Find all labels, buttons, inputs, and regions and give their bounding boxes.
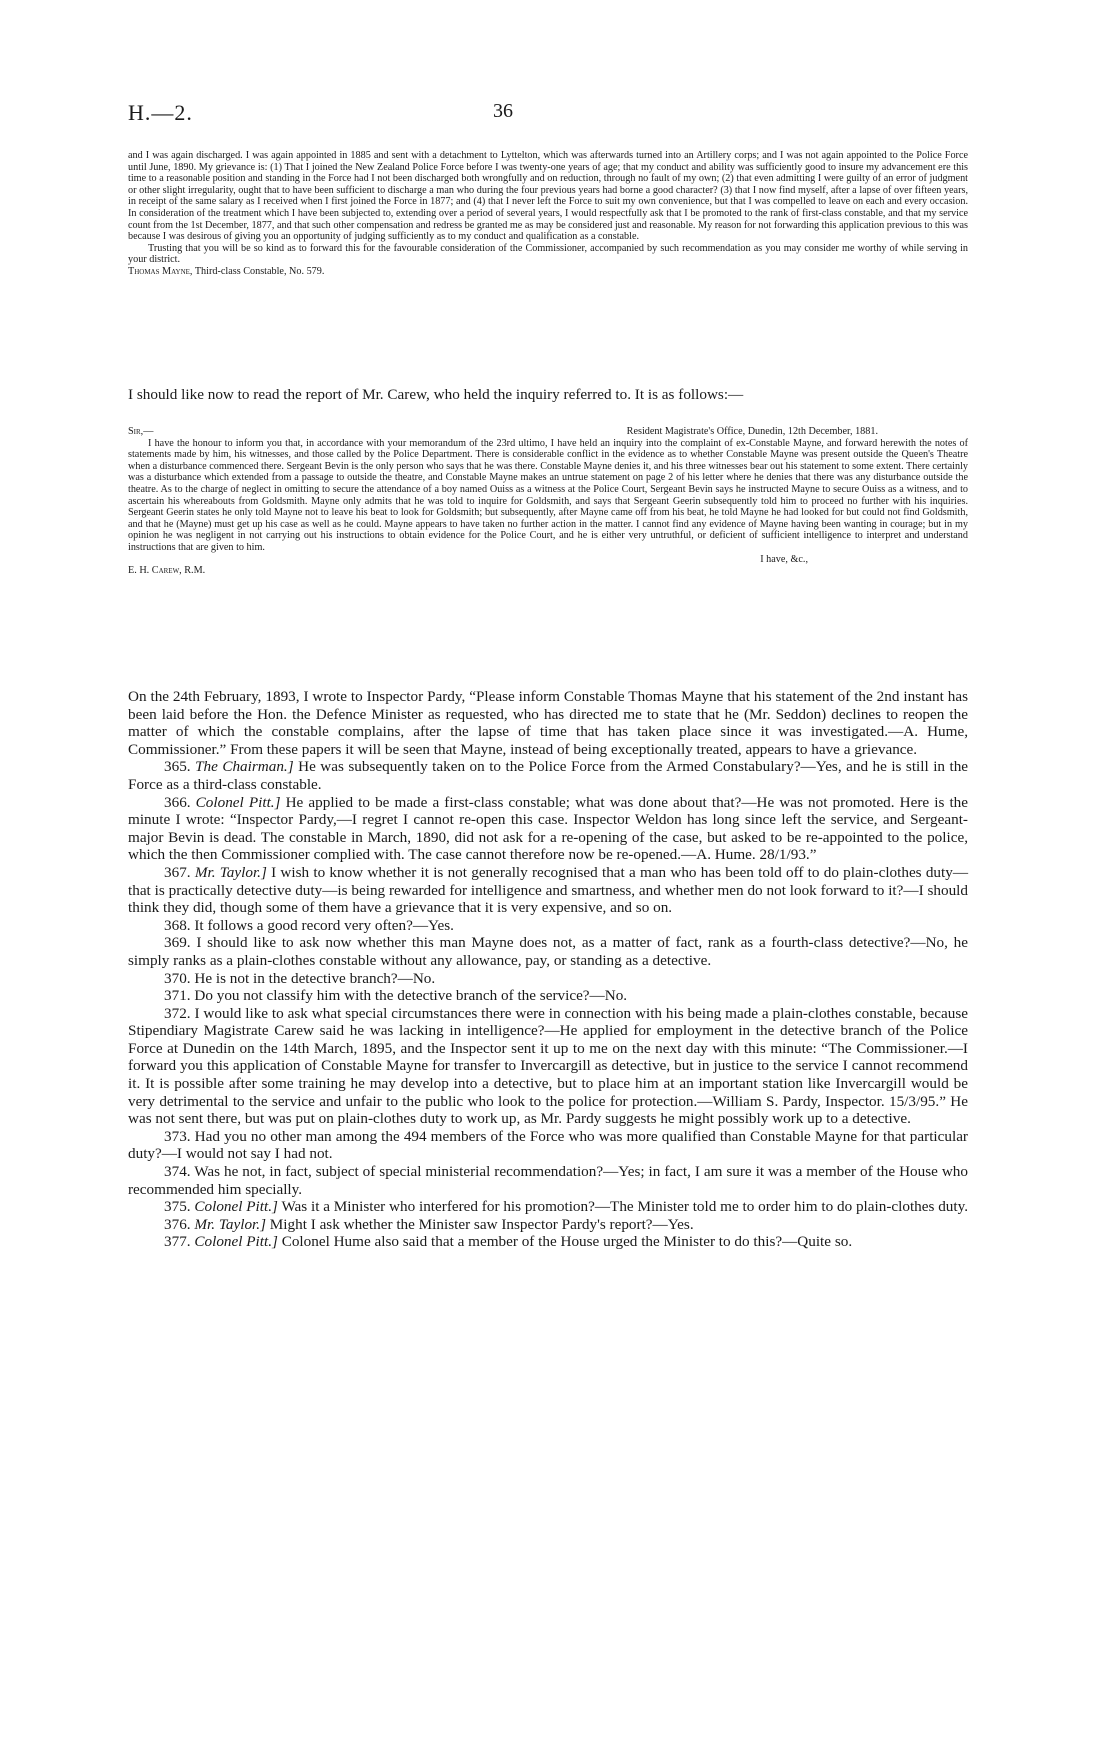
report-salutation: Sir,— (128, 426, 154, 437)
question-number: 375. (164, 1198, 191, 1216)
question-text: Had you no other man among the 494 members of the Force who was more qualified than Constable Mayne for that particular duty?—I would not say I had not. (128, 1127, 968, 1163)
question-number: 366. (164, 793, 191, 811)
question-372 (128, 1005, 968, 1128)
question-number: 372. (164, 1004, 191, 1022)
question-text: He applied to be made a first-class constable; what was done about that?—He was not promoted. Here is the minute I wrote: “Inspector Pardy,—I regret I cannot re-open this case. Inspector Weldon has long since left the service, and Sergeant-major Bevin is dead. The constable in March, 1890, did not ask for a re-opening of the case, but asked to be re-appointed to the police, which the then Commissioner complied with. The case cannot therefore now be re-opened.—A. Hume. 28/1/93.” (128, 793, 969, 864)
question-text: I should like to ask now whether this man Mayne does not, as a matter of fact, rank as a fourth-class detective?—No, he simply ranks as a plain-clothes constable without any allowance, pay, or standing as a detective. (128, 934, 969, 969)
paragraph-text: On the 24th February, 1893, I wrote to Inspector Pardy, “Please inform Constable Thomas Mayne that his statement of the 2nd instant has been laid before the Hon. the Defence Minister as requested, who has directed me to state that he (Mr. Seddon) declines to reopen the matter of which the constable complains, after the lapse of time that has taken place since it was investigated.—A. Hume, Commissioner.” From these papers it will be seen that Mayne, instead of being exceptionally treated, appears to have a grievance. (128, 688, 968, 758)
letter-closing: Trusting that you will be so kind as to forward this for the favourable consideration of the Commissioner, accompanied by such recommendation as you may consider me worthy of while serving in your district. (128, 242, 968, 266)
question-text: I wish to know whether it is not generally recognised that a man who has been told off to do plain-clothes duty—that is practically detective duty—is being rewarded for intelligence and smartness, and whether men do not look forward to it?—I should think they did, though some of them have a grievance that it is very expensive, and so on. (128, 863, 969, 917)
question-373 (128, 1128, 968, 1163)
question-number: 371. (164, 987, 191, 1005)
speaker: The Chairman.] (195, 758, 294, 776)
question-369 (128, 934, 968, 969)
question-number: 376. (164, 1215, 191, 1233)
signature-name: Thomas Mayne (128, 265, 190, 277)
speaker: Mr. Taylor.] (194, 1215, 266, 1233)
speaker: Colonel Pitt.] (195, 793, 281, 811)
question-text: He was subsequently taken on to the Police Force from the Armed Constabulary?—Yes, and he is still in the Force as a third-class constable. (128, 758, 969, 793)
page-number: 36 (493, 100, 513, 122)
speaker: Colonel Pitt.] (194, 1198, 278, 1216)
signature-rank: , Third-class Constable, No. 579. (189, 265, 325, 277)
intro-paragraph (128, 386, 968, 404)
intro-text: I should like now to read the report of Mr. Carew, who held the inquiry referred to. It is as follows:— (128, 386, 744, 403)
question-365 (128, 758, 968, 793)
paragraph-pardy-letter (128, 688, 968, 758)
letter-signature (128, 266, 968, 278)
question-number: 367. (164, 863, 191, 881)
question-376 (128, 1216, 968, 1234)
question-text: Might I ask whether the Minister saw Inspector Pardy's report?—Yes. (269, 1215, 694, 1233)
speaker: Mr. Taylor.] (194, 863, 267, 881)
question-number: 377. (164, 1233, 191, 1251)
question-370 (128, 970, 968, 988)
question-text: Was it a Minister who interfered for his promotion?—The Minister told me to order him to do plain-clothes duty. (281, 1198, 969, 1216)
question-text: Was he not, in fact, subject of special ministerial recommendation?—Yes; in fact, I am sure it was a member of the House who recommended him specially. (128, 1163, 968, 1198)
question-375 (128, 1198, 968, 1216)
report-close: I have, &c., (760, 553, 808, 565)
question-368 (128, 917, 968, 935)
report-address: Resident Magistrate's Office, Dunedin, 12th December, 1881. (626, 426, 878, 437)
question-number: 373. (164, 1127, 191, 1145)
question-number: 369. (164, 934, 191, 952)
report-signature: E. H. Carew, R.M. (128, 565, 206, 577)
letter-excerpt (128, 150, 968, 278)
question-number: 374. (164, 1163, 191, 1181)
question-number: 368. (164, 916, 191, 934)
question-366 (128, 794, 968, 864)
question-number: 370. (164, 969, 191, 987)
report-heading (128, 426, 968, 438)
question-text: I would like to ask what special circumstances there were in connection with his being made a plain-clothes constable, because Stipendiary Magistrate Carew said he was lacking in intelligence?—He applied for employment in the detective branch of the Police Force at Dunedin on the 14th March, 1895, and the Inspector sent it up to me on the next day with this minute: “The Commissioner.—I forward you this application of Constable Mayne for transfer to Invercargill as detective, but in justice to the service I cannot recommend it. It is possible after some training he may develop into a detective, but to place him at an important station like Invercargill would be very detrimental to the service and unfair to the public who look to the police for protection.—William S. Pardy, Inspector. 15/3/95.” He was not sent there, but was put on plain-clothes duty to work up, as Mr. Pardy suggests he might possibly work up to a detective. (128, 1004, 968, 1128)
page-header (128, 100, 968, 130)
letter-body: and I was again discharged. I was again appointed in 1885 and sent with a detachment to Lyttelton, which was afterwards turned into an Artillery corps; and I was not again appointed to the Police Force until June, 1890. My grievance is: (1) That I joined the New Zealand Police Force before I was twenty-one years of age; that my conduct and ability was sufficiently good to insure my advancement ere this time to a reasonable position and standing in the Force had I not been discharged both wrongfully and on reduction, through no fault of my own; (2) that even admitting I were guilty of an error of judgment or other slight irregularity, ought that to have been sufficient to discharge a man who during the four previous years had borne a good character? (3) that I now find myself, after a lapse of over fifteen years, in receipt of the same salary as I received when I first joined the Force in 1877; and (4) that I never left the Force to suit my own convenience, but that I was compelled to leave on each and every occasion. In consideration of the treatment which I have been subjected to, extending over a period of several years, I would respectfully ask that I be promoted to the rank of first-class constable, and that my service count from the 1st December, 1877, and that such other compensation and redress be granted me as may be considered just and reasonable. My reason for not forwarding this application previous to this was because I was desirous of giving you an opportunity of judging sufficiently as to my conduct and qualification as a constable. (128, 150, 968, 243)
question-text: It follows a good record very often?—Yes. (194, 916, 454, 934)
question-377 (128, 1233, 968, 1251)
question-text: Colonel Hume also said that a member of the House urged the Minister to do this?—Quite so. (281, 1233, 853, 1251)
question-number: 365. (164, 758, 191, 776)
question-371 (128, 987, 968, 1005)
question-374 (128, 1163, 968, 1198)
carew-report (128, 426, 968, 577)
question-text: Do you not classify him with the detective branch of the service?—No. (194, 987, 628, 1005)
question-367 (128, 864, 968, 917)
evidence-paragraphs (128, 688, 968, 1251)
speaker: Colonel Pitt.] (194, 1233, 278, 1251)
report-body: I have the honour to inform you that, in accordance with your memorandum of the 23rd ultimo, I have held an inquiry into the complaint of ex-Constable Mayne, and forward herewith the notes of statements made by him, his witnesses, and those called by the Police Department. There is considerable conflict in the evidence as to whether Constable Mayne was present outside the Queen's Theatre when a disturbance commenced there. Sergeant Bevin is the only person who says that he was there. Constable Mayne denies it, and his three witnesses bear out his statement to some extent. There certainly was a disturbance which extended from a passage to outside the theatre, and Constable Mayne makes an untrue statement on page 2 of his letter where he denies that there was any disturbance outside the theatre. As to the charge of neglect in omitting to secure the attendance of a boy named Ouiss as a witness at the Police Court, Sergeant Bevin says he instructed Mayne to secure Ouiss as a witness, and to ascertain his whereabouts from Goldsmith. Mayne only admits that he was told to inquire for Goldsmith, and says that Sergeant Geerin subsequently told him to proceed no further with his inquiries. Sergeant Geerin states he only told Mayne not to leave his beat to look for Goldsmith; but subsequently, after Mayne came off from his beat, he told Mayne he had looked for but could not find Goldsmith, and that he (Mayne) must get up his case as well as he could. Mayne appears to have taken no further action in the matter. I cannot find any evidence of Mayne having been wanting in courage; but in my opinion he was negligent in not carrying out his instructions to obtain evidence for the Police Court, and he is either very untruthful, or deficient of sufficient intelligence to interpret and understand instructions that are given to him. (128, 437, 968, 553)
question-text: He is not in the detective branch?—No. (194, 969, 436, 987)
document-reference: H.—2. (128, 100, 193, 125)
